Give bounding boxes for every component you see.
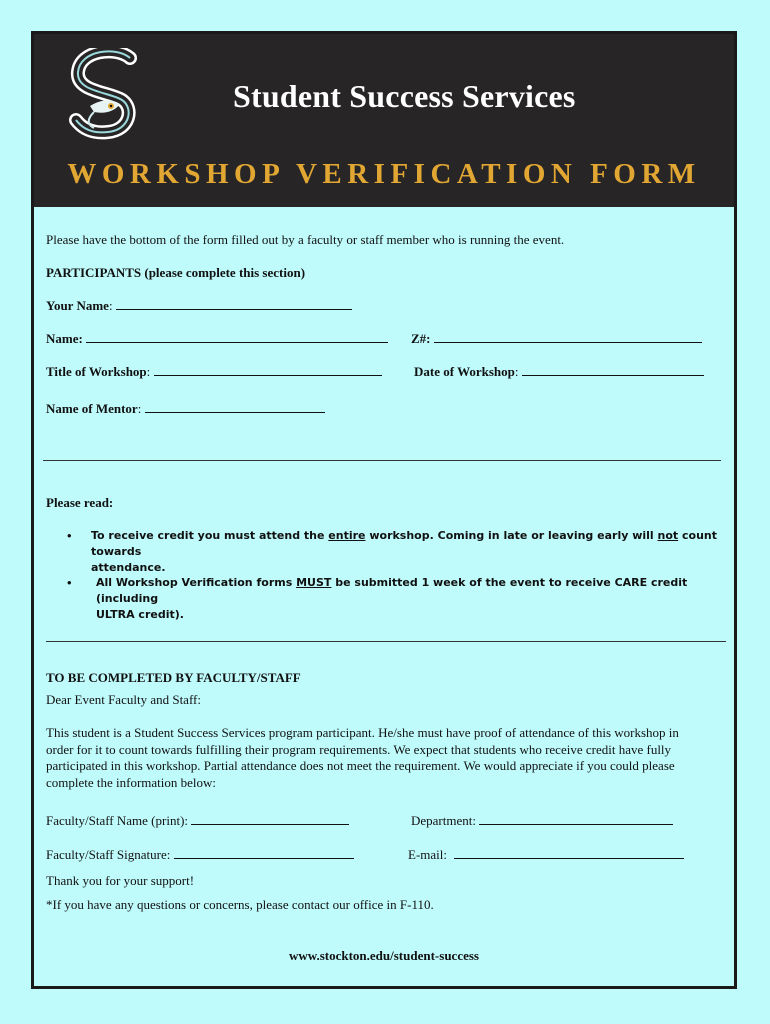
- not-emphasis: not: [657, 529, 679, 542]
- name-row: [46, 331, 388, 347]
- workshop-date-label: Date of Workshop: [414, 364, 515, 379]
- website-link[interactable]: www.stockton.edu/student-success: [289, 948, 479, 963]
- bullet-2-dot: •: [67, 575, 72, 590]
- mentor-label: Name of Mentor: [46, 401, 138, 416]
- workshop-date-field[interactable]: [522, 364, 704, 376]
- form-header: [34, 34, 734, 207]
- faculty-signature-field[interactable]: [174, 847, 354, 859]
- mentor-field[interactable]: [145, 401, 325, 413]
- org-title: Student Success Services: [233, 78, 576, 114]
- participants-heading: PARTICIPANTS (please complete this section): [46, 265, 306, 280]
- section-divider-2: [46, 641, 726, 642]
- your-name-label: Your Name: [46, 298, 109, 313]
- faculty-signature-row: [46, 847, 354, 863]
- form-page: [31, 31, 737, 989]
- osprey-s-logo-icon: [64, 48, 146, 142]
- faculty-name-row: [46, 813, 349, 829]
- faculty-name-field[interactable]: [191, 813, 349, 825]
- z-number-row: [411, 331, 702, 347]
- email-label: E-mail:: [408, 847, 447, 862]
- department-label: Department:: [411, 813, 476, 828]
- workshop-title-row: Title of Workshop:: [46, 364, 382, 380]
- workshop-date-row: Date of Workshop:: [414, 364, 704, 380]
- your-name-field[interactable]: [116, 298, 352, 310]
- entire-emphasis: entire: [328, 529, 366, 542]
- greeting-text: Dear Event Faculty and Staff:: [46, 692, 201, 707]
- intro-text: Please have the bottom of the form filled out by a faculty or staff member who is running the event.: [46, 232, 565, 247]
- faculty-heading: TO BE COMPLETED BY FACULTY/STAFF: [46, 670, 301, 685]
- paragraph-line: order for it to count towards fulfilling their program requirements. We expect that students who receive credit have fully: [46, 741, 672, 757]
- bullet-1-text: To receive credit you must attend the entire workshop. Coming in late or leaving early will not count towards attendance.: [91, 529, 717, 574]
- z-number-label: Z#:: [411, 331, 431, 346]
- name-field[interactable]: [86, 331, 388, 343]
- email-field[interactable]: [454, 847, 684, 859]
- please-read-heading: Please read:: [46, 495, 114, 510]
- name-label: Name:: [46, 331, 83, 346]
- bullet-2-text: All Workshop Verification forms MUST be submitted 1 week of the event to receive CARE credit (including ULTRA credit).: [96, 576, 688, 621]
- workshop-title-label: Title of Workshop: [46, 364, 147, 379]
- must-emphasis: MUST: [296, 576, 332, 589]
- bullet-1-dot: •: [67, 528, 72, 543]
- your-name-row: Your Name:: [46, 298, 352, 314]
- faculty-name-label: Faculty/Staff Name (print):: [46, 813, 189, 828]
- section-divider-1: [43, 460, 721, 461]
- thanks-text: Thank you for your support!: [46, 873, 195, 888]
- email-row: [408, 847, 684, 863]
- z-number-field[interactable]: [434, 331, 702, 343]
- mentor-row: Name of Mentor:: [46, 401, 325, 417]
- faculty-signature-label: Faculty/Staff Signature:: [46, 847, 171, 862]
- form-title: WORKSHOP VERIFICATION FORM: [67, 158, 701, 190]
- paragraph-line: complete the information below:: [46, 774, 217, 790]
- paragraph-line: This student is a Student Success Services program participant. He/she must have proof of attendance of this workshop in: [46, 725, 679, 740]
- workshop-title-field[interactable]: [154, 364, 382, 376]
- contact-note: *If you have any questions or concerns, please contact our office in F-110.: [46, 897, 434, 912]
- department-row: [411, 813, 673, 829]
- faculty-paragraph: [46, 725, 726, 791]
- paragraph-line: participated in this workshop. Partial attendance does not meet the requirement. We would appreciate if you could please: [46, 758, 675, 773]
- department-field[interactable]: [479, 813, 673, 825]
